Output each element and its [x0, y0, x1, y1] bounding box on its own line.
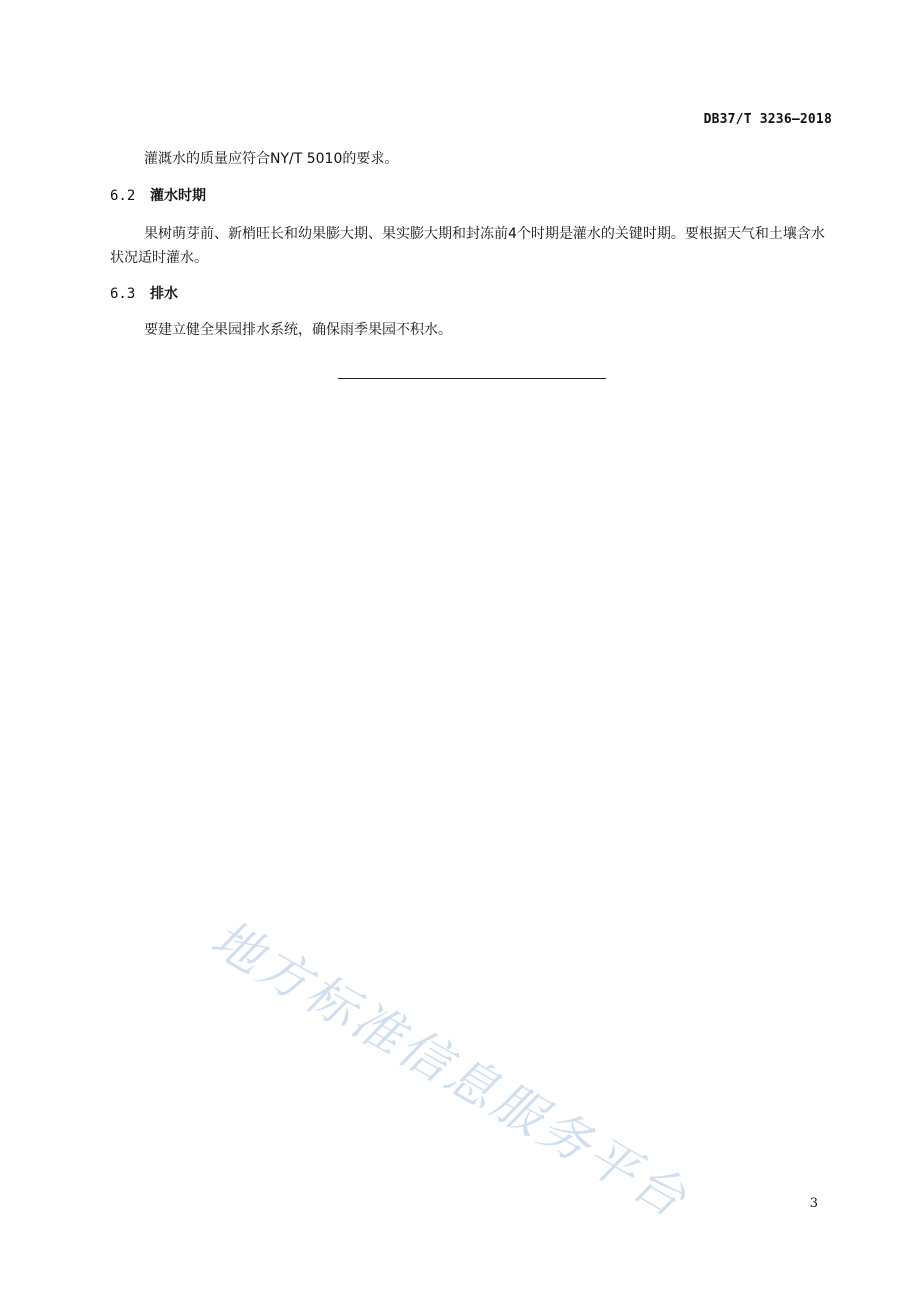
section-number: 6.2: [110, 188, 136, 204]
page-number: 3: [809, 1196, 818, 1211]
section-number: 6.3: [110, 286, 136, 302]
end-of-standard-rule: [338, 378, 606, 379]
section-heading-6-2: [110, 186, 206, 206]
section-title: 灌水时期: [150, 188, 206, 204]
paragraph-irrigation-water-quality: 灌溉水的质量应符合NY/T 5010的要求。: [144, 151, 399, 167]
paragraph-drainage: 要建立健全果园排水系统，确保雨季果园不积水。: [144, 322, 452, 338]
section-heading-6-3: [110, 284, 178, 304]
section-title: 排水: [150, 286, 178, 302]
paragraph-irrigation-timing: 果树萌芽前、新梢旺长和幼果膨大期、果实膨大期和封冻前4个时期是灌水的关键时期。要根据天气和土壤含水状况适时灌水。: [110, 226, 825, 266]
watermark: 地方标准信息服务平台: [201, 909, 699, 1230]
document-code: DB37/T 3236—2018: [703, 112, 832, 127]
